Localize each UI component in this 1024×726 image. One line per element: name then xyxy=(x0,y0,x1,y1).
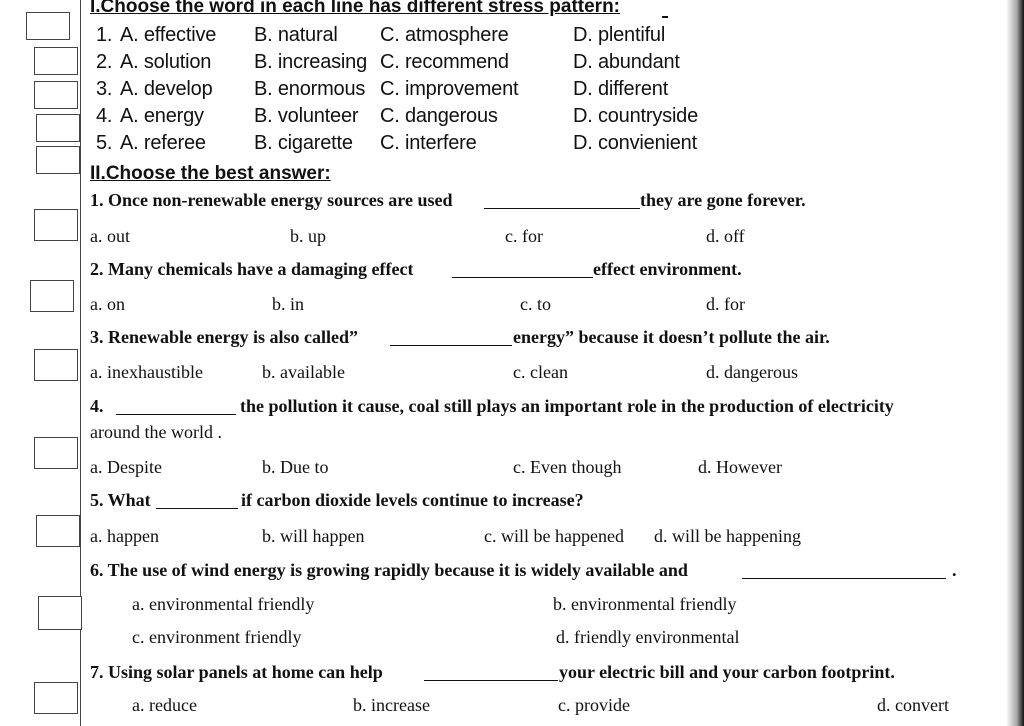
question-6-blank[interactable] xyxy=(742,578,946,579)
option-b: B. cigarette xyxy=(254,132,353,154)
question-5-stem: 5. What xyxy=(90,490,151,510)
row-number: 3. xyxy=(96,78,113,100)
question-2-option-b[interactable]: b. in xyxy=(272,294,305,314)
question-6-option-d[interactable]: d. friendly environmental xyxy=(556,627,740,647)
question-6-tail: . xyxy=(952,560,957,580)
answer-box-2-2[interactable] xyxy=(30,280,74,312)
option-c: C. recommend xyxy=(380,51,509,73)
option-a: A. solution xyxy=(120,51,212,73)
question-1-stem: 1. Once non-renewable energy sources are used xyxy=(90,190,453,210)
question-2-tail: effect environment. xyxy=(593,259,742,279)
option-b: B. enormous xyxy=(254,78,366,100)
question-1-option-d[interactable]: d. off xyxy=(706,226,745,246)
question-7-tail: your electric bill and your carbon footprint. xyxy=(559,662,895,682)
question-2-option-a[interactable]: a. on xyxy=(90,294,125,314)
section2-heading: II.Choose the best answer: xyxy=(90,163,331,184)
question-3-tail: energy” because it doesn’t pollute the air. xyxy=(513,327,830,347)
question-5-option-b[interactable]: b. will happen xyxy=(262,526,365,546)
row-number: 2. xyxy=(96,51,113,73)
answer-box-1-1[interactable] xyxy=(26,12,70,40)
option-a: A. effective xyxy=(120,24,217,46)
question-1-option-c[interactable]: c. for xyxy=(505,226,543,246)
question-1-blank[interactable] xyxy=(484,208,640,209)
option-b: B. volunteer xyxy=(254,105,359,127)
row-number: 4. xyxy=(96,105,113,127)
option-d: D. different xyxy=(573,78,669,100)
question-1-option-b[interactable]: b. up xyxy=(290,226,326,246)
question-5-option-a[interactable]: a. happen xyxy=(90,526,159,546)
question-4-continuation: around the world . xyxy=(90,422,222,442)
question-3-option-b[interactable]: b. available xyxy=(262,362,345,382)
question-6-option-c[interactable]: c. environment friendly xyxy=(132,627,302,647)
question-4-option-b[interactable]: b. Due to xyxy=(262,457,329,477)
question-7-stem: 7. Using solar panels at home can help xyxy=(90,662,383,682)
option-b: B. natural xyxy=(254,24,338,46)
question-7-option-d[interactable]: d. convert xyxy=(877,695,949,715)
question-6-option-a[interactable]: a. environmental friendly xyxy=(132,594,315,614)
question-2-option-c[interactable]: c. to xyxy=(520,294,551,314)
option-a: A. develop xyxy=(120,78,213,100)
question-2-stem: 2. Many chemicals have a damaging effect xyxy=(90,259,414,279)
question-6-stem: 6. The use of wind energy is growing rapidly because it is widely available and xyxy=(90,560,688,580)
section1-heading: I.Choose the word in each line has different stress pattern: xyxy=(90,0,620,17)
question-5-option-d[interactable]: d. will be happening xyxy=(654,526,801,546)
answer-box-1-5[interactable] xyxy=(36,146,80,174)
option-c: C. dangerous xyxy=(380,105,498,127)
answer-box-2-5[interactable] xyxy=(36,515,80,547)
question-3-blank[interactable] xyxy=(390,345,512,346)
answer-box-2-7[interactable] xyxy=(34,682,78,714)
question-5-tail: if carbon dioxide levels continue to increase? xyxy=(241,490,584,510)
question-7-blank[interactable] xyxy=(424,680,558,681)
question-2-option-d[interactable]: d. for xyxy=(706,294,745,314)
question-7-option-b[interactable]: b. increase xyxy=(353,695,430,715)
question-4-blank[interactable] xyxy=(116,414,236,415)
option-a: A. energy xyxy=(120,105,204,127)
row-number: 1. xyxy=(96,24,113,46)
answer-box-1-3[interactable] xyxy=(34,81,78,109)
question-4-option-d[interactable]: d. However xyxy=(698,457,782,477)
heading-mark xyxy=(662,16,668,18)
question-3-option-c[interactable]: c. clean xyxy=(513,362,568,382)
question-5-option-c[interactable]: c. will be happened xyxy=(484,526,624,546)
option-d: D. abundant xyxy=(573,51,680,73)
question-4-option-c[interactable]: c. Even though xyxy=(513,457,622,477)
option-a: A. referee xyxy=(120,132,206,154)
answer-box-2-6[interactable] xyxy=(38,596,82,630)
question-3-option-d[interactable]: d. dangerous xyxy=(706,362,798,382)
question-2-blank[interactable] xyxy=(452,277,593,278)
question-3-option-a[interactable]: a. inexhaustible xyxy=(90,362,203,382)
option-d: D. plentiful xyxy=(573,24,666,46)
option-d: D. convienient xyxy=(573,132,697,154)
page-edge-shadow xyxy=(1006,0,1024,726)
answer-box-1-4[interactable] xyxy=(36,114,80,142)
answer-box-2-1[interactable] xyxy=(34,209,78,241)
question-1-tail: they are gone forever. xyxy=(640,190,806,210)
option-c: C. atmosphere xyxy=(380,24,509,46)
question-4-tail: the pollution it cause, coal still plays an important role in the production of electricity xyxy=(240,396,894,416)
question-7-option-a[interactable]: a. reduce xyxy=(132,695,197,715)
answer-box-2-3[interactable] xyxy=(34,349,78,381)
option-d: D. countryside xyxy=(573,105,699,127)
option-b: B. increasing xyxy=(254,51,368,73)
question-6-option-b[interactable]: b. environmental friendly xyxy=(553,594,737,614)
option-c: C. interfere xyxy=(380,132,477,154)
row-number: 5. xyxy=(96,132,113,154)
question-7-option-c[interactable]: c. provide xyxy=(558,695,630,715)
question-5-blank[interactable] xyxy=(156,508,238,509)
option-c: C. improvement xyxy=(380,78,519,100)
answer-box-1-2[interactable] xyxy=(34,47,78,75)
question-4-option-a[interactable]: a. Despite xyxy=(90,457,162,477)
question-4-stem: 4. xyxy=(90,396,104,416)
question-1-option-a[interactable]: a. out xyxy=(90,226,130,246)
answer-box-2-4[interactable] xyxy=(34,437,78,469)
question-3-stem: 3. Renewable energy is also called” xyxy=(90,327,358,347)
